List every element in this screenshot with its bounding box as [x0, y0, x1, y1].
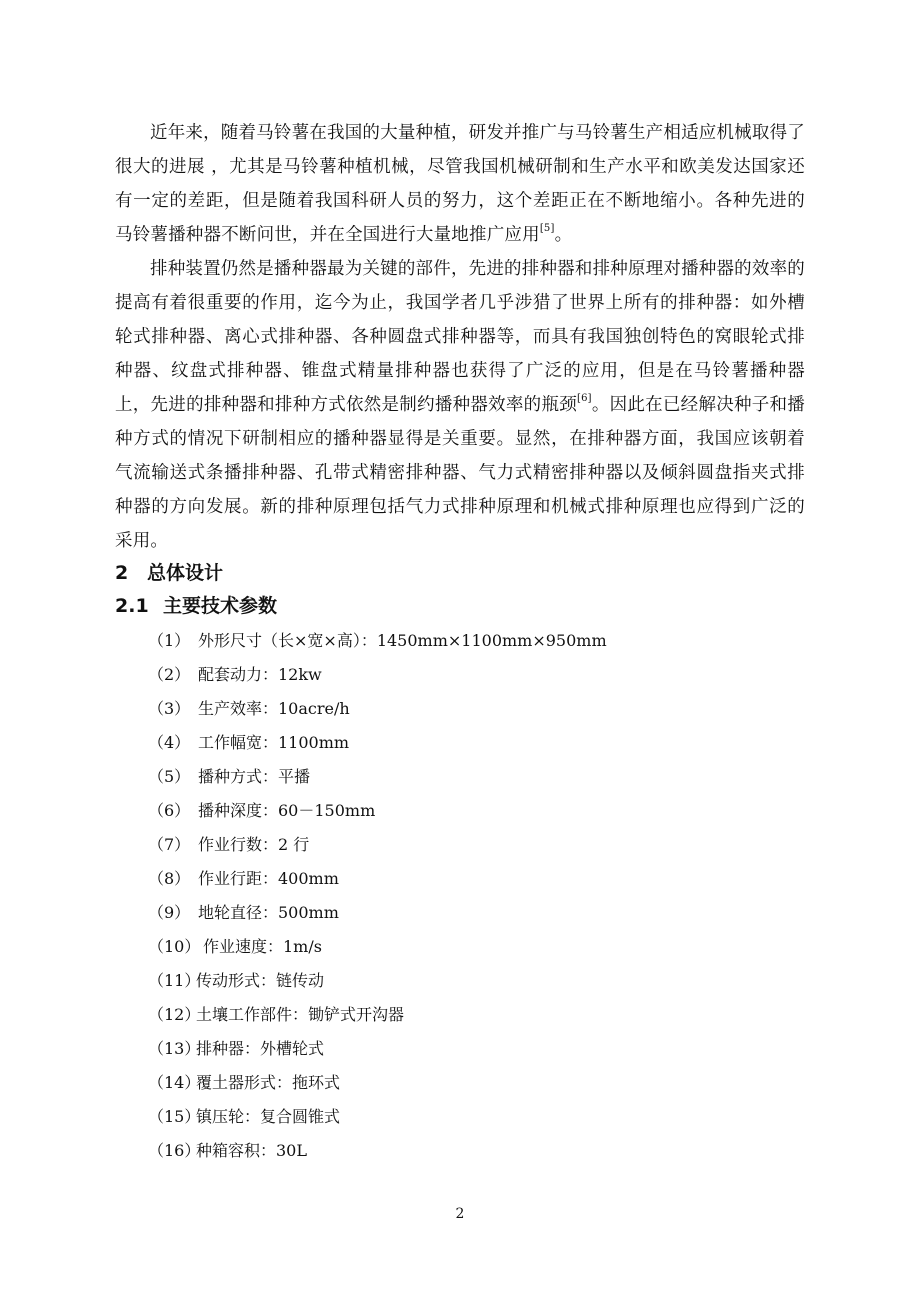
- spec-index: （9）: [148, 903, 191, 922]
- spec-text: 土壤工作部件：锄铲式开沟器: [196, 1005, 405, 1024]
- citation: [6]: [577, 393, 592, 404]
- paragraph-tail: 。因此在已经解决种子和播种方式的情况下研制相应的播种器显得是关重要。显然，在排种器方面，我国应该朝着气流输送式条播排种器、孔带式精密排种器、气力式精密排种器以及倾斜圆盘指夹式排种器的方向发展。新的排种原理包括气力式排种原理和机械式排种原理也应得到广泛的采用。: [115, 395, 805, 551]
- spec-text: 作业行数：2 行: [198, 835, 310, 854]
- spec-text: 覆土器形式：拖环式: [196, 1073, 341, 1092]
- spec-index: （2）: [148, 665, 191, 684]
- spec-text: 播种深度：60－150mm: [198, 801, 376, 820]
- spec-index: （11）: [148, 971, 201, 990]
- spec-item: [148, 760, 607, 794]
- spec-item: [148, 1066, 607, 1100]
- subsection-number: 2.1: [115, 595, 149, 617]
- spec-text: 工作幅宽：1100mm: [198, 733, 350, 752]
- subsection-heading: [115, 591, 277, 621]
- spec-item: [148, 862, 607, 896]
- subsection-title: 主要技术参数: [163, 595, 278, 617]
- section-number: 2: [115, 562, 129, 584]
- section-heading: [115, 558, 223, 588]
- spec-text: 生产效率：10acre/h: [198, 699, 350, 718]
- spec-text: 外形尺寸（长×宽×高）：1450mm×1100mm×950mm: [198, 631, 607, 650]
- spec-item: [148, 726, 607, 760]
- spec-list: [148, 624, 607, 1168]
- spec-text: 种箱容积：30L: [196, 1141, 307, 1160]
- spec-index: （15）: [148, 1107, 201, 1126]
- paragraph-intro: [115, 116, 805, 252]
- section-title: 总体设计: [147, 562, 224, 584]
- spec-index: （7）: [148, 835, 191, 854]
- spec-text: 传动形式：链传动: [196, 971, 325, 990]
- spec-item: [148, 930, 607, 964]
- spec-index: （1）: [148, 631, 191, 650]
- spec-index: （12）: [148, 1005, 201, 1024]
- spec-item: [148, 896, 607, 930]
- spec-index: （13）: [148, 1039, 201, 1058]
- spec-item: [148, 964, 607, 998]
- spec-item: [148, 998, 607, 1032]
- spec-index: （5）: [148, 767, 191, 786]
- spec-item: [148, 1032, 607, 1066]
- spec-item: [148, 794, 607, 828]
- page-number: 2: [455, 1206, 465, 1222]
- spec-item: [148, 692, 607, 726]
- spec-index: （8）: [148, 869, 191, 888]
- spec-index: （16）: [148, 1141, 201, 1160]
- citation: [5]: [539, 223, 555, 234]
- spec-text: 地轮直径：500mm: [198, 903, 339, 922]
- paragraph-seed-metering: [115, 252, 805, 558]
- spec-item: [148, 828, 607, 862]
- spec-item: [148, 658, 607, 692]
- spec-text: 镇压轮：复合圆锥式: [196, 1107, 341, 1126]
- spec-text: 播种方式：平播: [198, 767, 311, 786]
- paragraph-text: 近年来，随着马铃薯在我国的大量种植，研发并推广与马铃薯生产相适应机械取得了很大的进展 ，尤其是马铃薯种植机械，尽管我国机械研制和生产水平和欧美发达国家还有一定的差距，但是随着我国科研人员的努力，这个差距正在不断地缩小。各种先进的马铃薯播种器不断问世，并在全国进行大量地推广应用: [115, 123, 805, 245]
- paragraph-text: 排种装置仍然是播种器最为关键的部件，先进的排种器和排种原理对播种器的效率的提高有着很重要的作用，迄今为止，我国学者几乎涉猎了世界上所有的排种器：如外槽轮式排种器、离心式排种器、各种圆盘式排种器等，而具有我国独创特色的窝眼轮式排种器、纹盘式排种器、锥盘式精量排种器也获得了广泛的应用，但是在马铃薯播种器上，先进的排种器和排种方式依然是制约播种器效率的瓶颈: [115, 259, 805, 415]
- spec-text: 作业速度：1m/s: [203, 937, 322, 956]
- spec-index: （6）: [148, 801, 191, 820]
- spec-index: （3）: [148, 699, 191, 718]
- spec-item: [148, 624, 607, 658]
- paragraph-tail: 。: [554, 225, 573, 245]
- spec-text: 作业行距：400mm: [198, 869, 339, 888]
- spec-text: 配套动力：12kw: [198, 665, 322, 684]
- spec-index: （10）: [148, 937, 201, 956]
- spec-text: 排种器：外槽轮式: [196, 1039, 325, 1058]
- spec-item: [148, 1134, 607, 1168]
- spec-index: （4）: [148, 733, 191, 752]
- spec-item: [148, 1100, 607, 1134]
- spec-index: （14）: [148, 1073, 201, 1092]
